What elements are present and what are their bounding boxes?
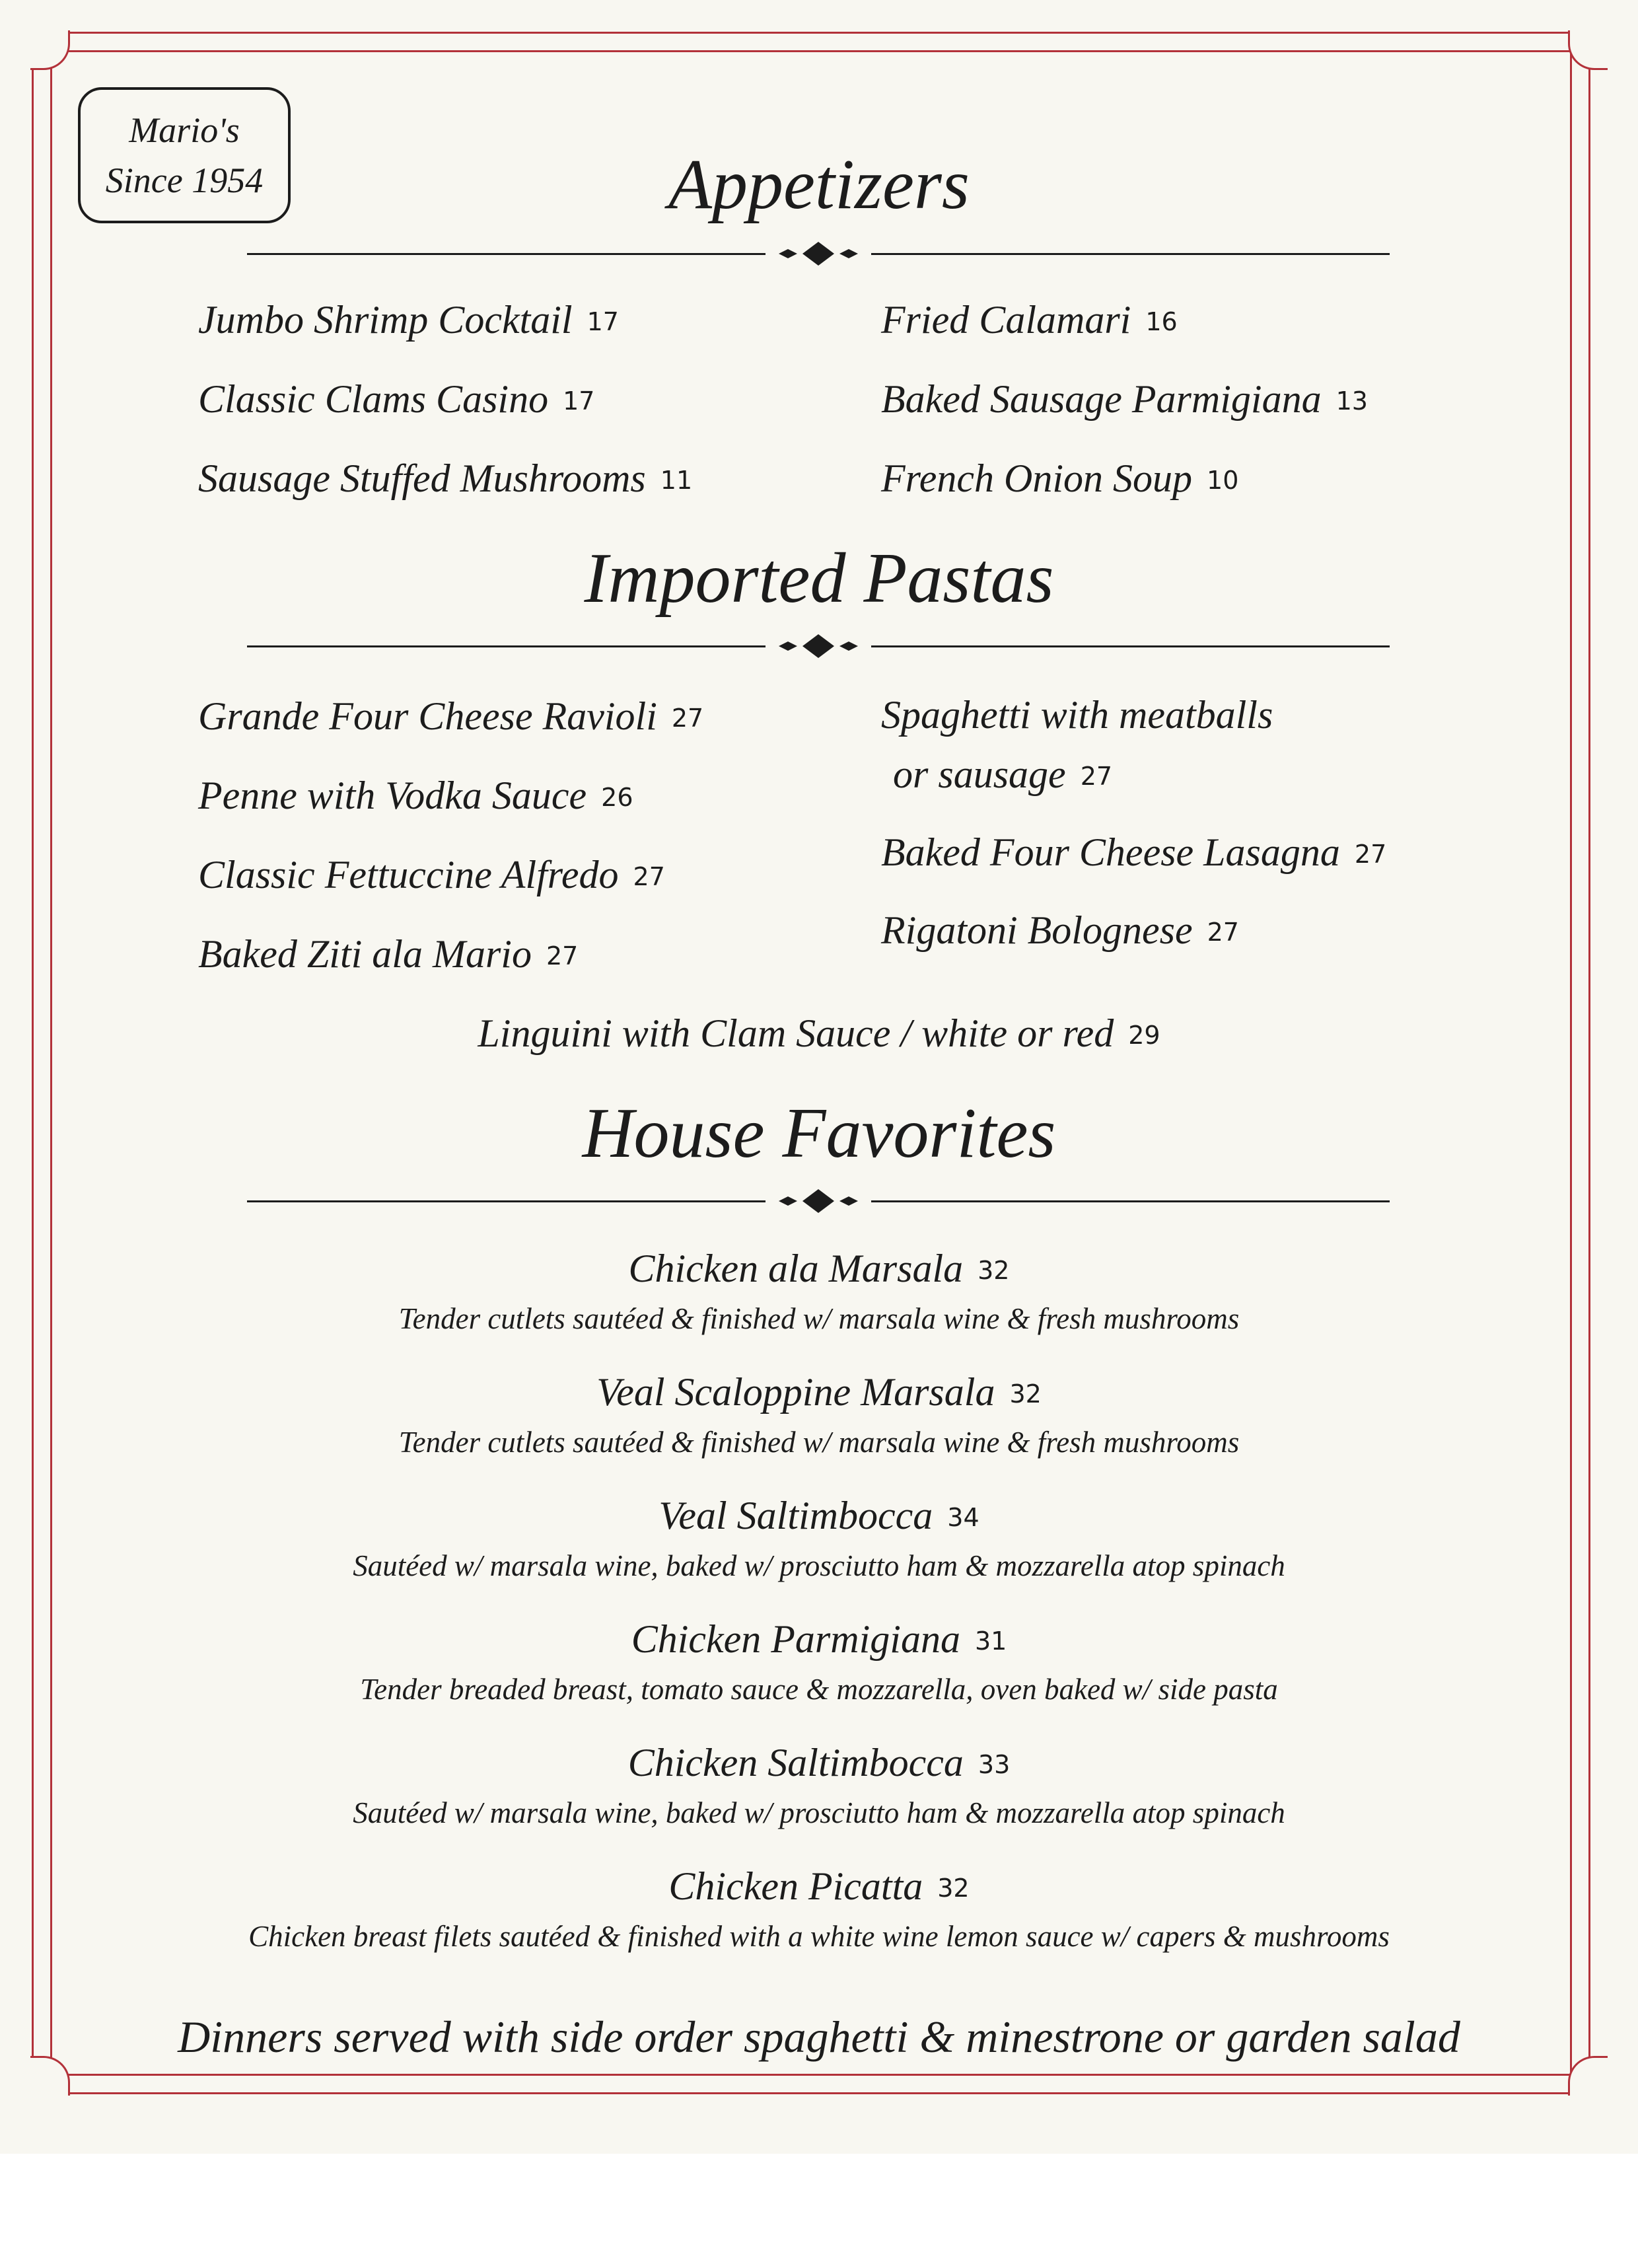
favorite-item-description: Tender cutlets sautéed & finished w/ marsala wine & fresh mushrooms xyxy=(398,1426,1240,1459)
diamond-ornament-icon xyxy=(766,240,871,267)
item-name: Chicken Parmigiana xyxy=(631,1617,960,1661)
item-name: Sausage Stuffed Mushrooms xyxy=(198,457,646,500)
item-name: Jumbo Shrimp Cocktail xyxy=(198,298,573,342)
item-price: 26 xyxy=(601,783,633,812)
favorites-divider xyxy=(247,1188,1390,1214)
item-price: 27 xyxy=(671,704,704,733)
item-price: 11 xyxy=(660,466,693,495)
appetizers-title: Appetizers xyxy=(668,145,970,224)
menu-item xyxy=(881,692,1273,738)
menu-item xyxy=(198,773,633,819)
item-price: 17 xyxy=(563,386,595,416)
diamond-ornament-icon xyxy=(766,633,871,659)
menu-item xyxy=(881,377,1368,422)
item-price: 27 xyxy=(1207,918,1239,947)
footer-note: Dinners served with side order spaghetti & minestrone or garden salad xyxy=(178,2012,1460,2062)
item-price: 29 xyxy=(1128,1021,1160,1050)
item-price: 16 xyxy=(1145,307,1178,336)
favorite-item-description: Chicken breast filets sautéed & finished with a white wine lemon sauce w/ capers & mushrooms xyxy=(248,1920,1390,1953)
item-price: 33 xyxy=(978,1750,1011,1779)
item-name: Veal Scaloppine Marsala xyxy=(596,1370,995,1414)
item-price: 10 xyxy=(1207,466,1239,495)
item-name: Classic Clams Casino xyxy=(198,377,549,421)
item-price: 13 xyxy=(1335,386,1368,416)
item-name: Grande Four Cheese Ravioli xyxy=(198,694,657,738)
item-name: Fried Calamari xyxy=(881,298,1131,342)
menu-item-centered xyxy=(0,1011,1638,1056)
pastas-title: Imported Pastas xyxy=(584,539,1054,618)
favorite-item-description: Sautéed w/ marsala wine, baked w/ prosciutto ham & mozzarella atop spinach xyxy=(353,1549,1285,1582)
favorite-item-description: Tender breaded breast, tomato sauce & mozzarella, oven baked w/ side pasta xyxy=(360,1673,1278,1706)
item-price: 32 xyxy=(978,1256,1010,1285)
item-name: Baked Four Cheese Lasagna xyxy=(881,830,1340,874)
item-name: Penne with Vodka Sauce xyxy=(198,774,587,817)
menu-item-continued xyxy=(893,752,1112,797)
item-price: 27 xyxy=(633,862,665,891)
favorite-item-description: Tender cutlets sautéed & finished w/ marsala wine & fresh mushrooms xyxy=(398,1302,1240,1335)
favorite-item-name xyxy=(0,1864,1638,1909)
favorite-item-name xyxy=(0,1370,1638,1415)
appetizers-divider xyxy=(247,240,1390,267)
item-name: French Onion Soup xyxy=(881,457,1193,500)
menu-item xyxy=(198,932,578,977)
item-name: Linguini with Clam Sauce / white or red xyxy=(478,1011,1114,1055)
item-name: Veal Saltimbocca xyxy=(659,1494,933,1537)
item-name: Chicken Saltimbocca xyxy=(627,1741,964,1784)
item-name-line2: or sausage xyxy=(893,752,1066,796)
logo-since: Since 1954 xyxy=(105,161,264,200)
menu-item xyxy=(881,908,1239,953)
item-name: Rigatoni Bolognese xyxy=(881,908,1193,952)
menu-item xyxy=(198,377,594,422)
item-name: Baked Sausage Parmigiana xyxy=(881,377,1322,421)
favorites-title: House Favorites xyxy=(582,1094,1056,1173)
item-price: 27 xyxy=(546,941,579,970)
item-price: 32 xyxy=(937,1874,970,1903)
favorite-item-name xyxy=(0,1246,1638,1292)
menu-item xyxy=(881,830,1386,875)
item-name: Classic Fettuccine Alfredo xyxy=(198,853,619,896)
item-price: 27 xyxy=(1080,762,1113,791)
favorite-item-name xyxy=(0,1617,1638,1662)
item-price: 17 xyxy=(587,307,619,336)
item-name: Baked Ziti ala Mario xyxy=(198,932,532,976)
menu-item xyxy=(198,456,692,501)
diamond-ornament-icon xyxy=(766,1188,871,1214)
pastas-divider xyxy=(247,633,1390,659)
logo-name: Mario's xyxy=(129,110,240,150)
menu-item xyxy=(198,694,703,739)
item-price: 31 xyxy=(974,1627,1007,1656)
menu-item xyxy=(198,297,619,343)
favorite-item-description: Sautéed w/ marsala wine, baked w/ prosciutto ham & mozzarella atop spinach xyxy=(353,1796,1285,1829)
item-price: 34 xyxy=(947,1503,979,1532)
item-name: Chicken ala Marsala xyxy=(628,1247,964,1290)
favorite-item-name xyxy=(0,1493,1638,1539)
favorite-item-name xyxy=(0,1740,1638,1786)
item-price: 27 xyxy=(1354,840,1387,869)
menu-item xyxy=(881,456,1238,501)
menu-item xyxy=(198,852,665,898)
item-price: 32 xyxy=(1009,1379,1042,1408)
item-name: Spaghetti with meatballs xyxy=(881,693,1273,737)
item-name: Chicken Picatta xyxy=(668,1864,923,1908)
menu-item xyxy=(881,297,1178,343)
